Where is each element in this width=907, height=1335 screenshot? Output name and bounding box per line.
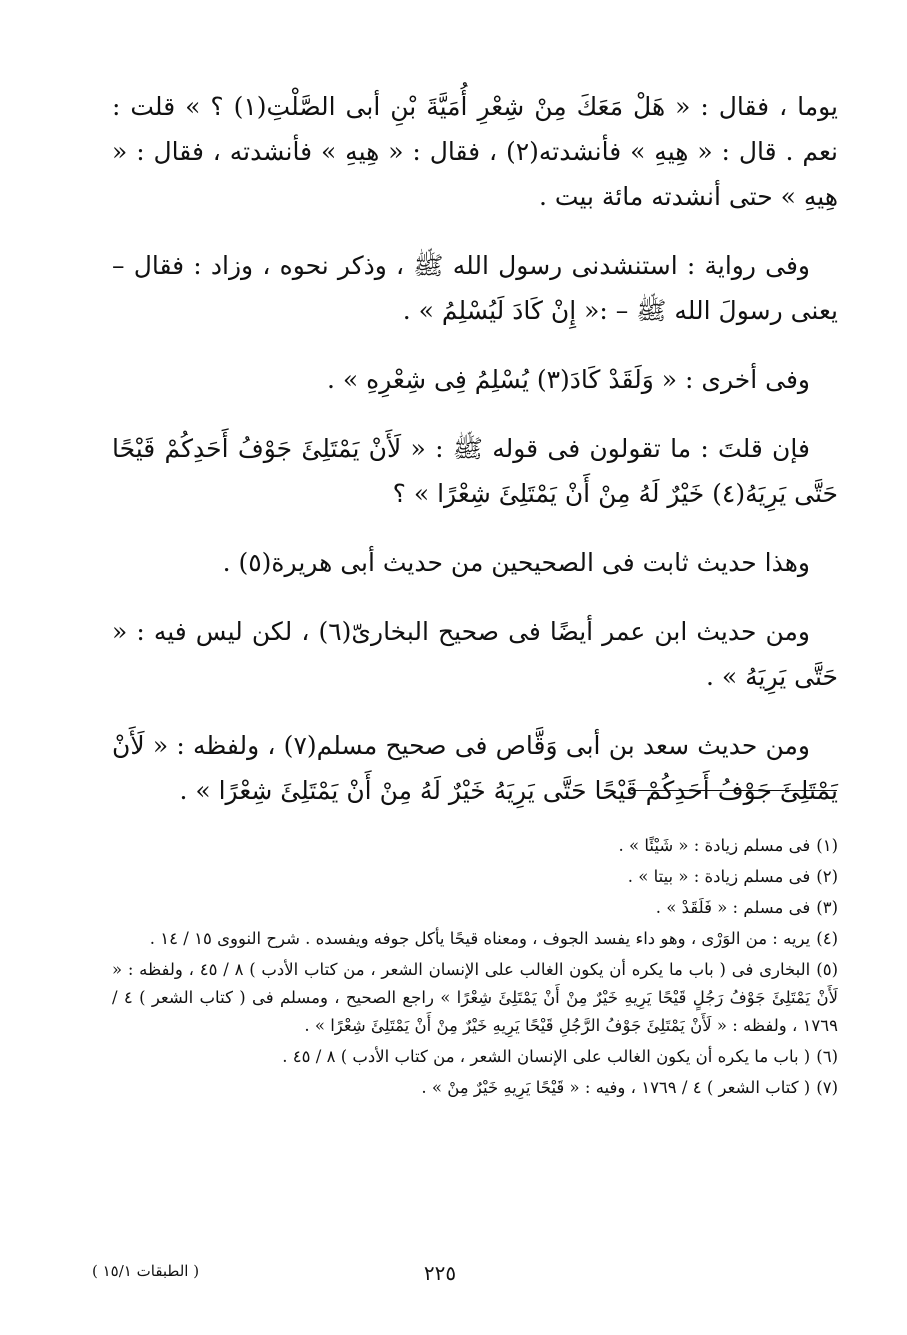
- footnote: [112, 863, 838, 891]
- paragraph: وهذا حديث ثابت فى الصحيحين من حديث أبى هريرة(٥) .: [222, 548, 810, 577]
- footnote-text: فى مسلم : « فَلَقَدْ » .: [655, 898, 811, 917]
- footnote: [112, 1074, 838, 1102]
- footnote-text: البخارى فى ( باب ما يكره أن يكون الغالب على الإنسان الشعر ، من كتاب الأدب ) ٨ / ٤٥ ، ولفظه : « لَأَنْ يَمْتَلِئَ جَوْفُ رَجُلٍ قَيْحًا يَرِيهِ خَيْرٌ مِنْ أَنْ يَمْتَلِئَ شِعْرًا » راجع الصحيح ، ومسلم فى ( كتاب الشعر ) ٤ / ١٧٦٩ ، ولفظه : « لَأَنْ يَمْتَلِئَ جَوْفُ الرَّجُلِ قَيْحًا يَرِيهِ خَيْرٌ مِنْ أَنْ يَمْتَلِئَ شِعْرًا » .: [112, 960, 838, 1035]
- paragraph: وفى أخرى : « وَلَقَدْ كَادَ(٣) يُسْلِمُ فِى شِعْرِهِ » .: [327, 365, 810, 394]
- footnote-number: (٦): [816, 1047, 838, 1066]
- footnote-number: (٤): [816, 929, 838, 948]
- paragraph: فإن قلتَ : ما تقولون فى قوله ﷺ : « لَأَنْ يَمْتَلِئَ جَوْفُ أَحَدِكُمْ قَيْحًا حَتَّى يَرِيَهُ(٤) خَيْرٌ لَهُ مِنْ أَنْ يَمْتَلِئَ شِعْرًا » ؟: [112, 434, 838, 508]
- paragraph: ومن حديث ابن عمر أيضًا فى صحيح البخارىّ(٦) ، لكن ليس فيه : « حَتَّى يَرِيَهُ » .: [112, 617, 838, 691]
- footnote-separator: [631, 790, 837, 791]
- main-text: [112, 84, 838, 837]
- paragraph: يوما ، فقال : « هَلْ مَعَكَ مِنْ شِعْرِ أُمَيَّةَ بْنِ أبى الصَّلْتِ(١) ؟ » قلت : نعم . قال : « هِيهِ » فأنشدته(٢) ، فقال : « هِيهِ » فأنشدته ، فقال : « هِيهِ » حتى أنشدته مائة بيت .: [112, 92, 838, 211]
- footnote-number: (٧): [816, 1078, 838, 1097]
- footnote: [112, 894, 838, 922]
- footnote: [112, 925, 838, 953]
- footnote-number: (٢): [816, 867, 838, 886]
- signature-mark: ( الطبقات ١٥/١ ): [92, 1262, 200, 1280]
- footnote: [112, 1043, 838, 1071]
- footnote-number: (٥): [816, 960, 838, 979]
- footnote-text: فى مسلم زيادة : « بيتا » .: [627, 867, 811, 886]
- footnote: [112, 956, 838, 1040]
- paragraph: ومن حديث سعد بن أبى وَقَّاص فى صحيح مسلم(٧) ، ولفظه : « لَأَنْ يَمْتَلِئَ جَوْفُ أَحَدِكُمْ قَيْحًا حَتَّى يَرِيَهُ خَيْرٌ لَهُ مِنْ أَنْ يَمْتَلِئَ شِعْرًا » .: [112, 731, 838, 805]
- footnote-number: (١): [816, 836, 838, 855]
- footnote-text: ( باب ما يكره أن يكون الغالب على الإنسان الشعر ، من كتاب الأدب ) ٨ / ٤٥ .: [282, 1047, 811, 1066]
- footnote: [112, 832, 838, 860]
- page-number: ٢٢٥: [423, 1261, 457, 1285]
- footnotes: [112, 832, 838, 1105]
- footnote-number: (٣): [816, 898, 838, 917]
- paragraph: وفى رواية : استنشدنى رسول الله ﷺ ، وذكر نحوه ، وزاد : فقال – يعنى رسولَ الله ﷺ – :« إِنْ كَادَ لَيُسْلِمُ » .: [112, 251, 838, 325]
- footnote-text: يريه : من الوَرْى ، وهو داء يفسد الجوف ، ومعناه قيحًا يأكل جوفه ويفسده . شرح النووى ١٥ / ١٤ .: [149, 929, 811, 948]
- footnote-text: ( كتاب الشعر ) ٤ / ١٧٦٩ ، وفيه : « قَيْحًا يَرِيهِ خَيْرٌ مِنْ » .: [421, 1078, 811, 1097]
- footnote-text: فى مسلم زيادة : « شَيْئًا » .: [618, 836, 811, 855]
